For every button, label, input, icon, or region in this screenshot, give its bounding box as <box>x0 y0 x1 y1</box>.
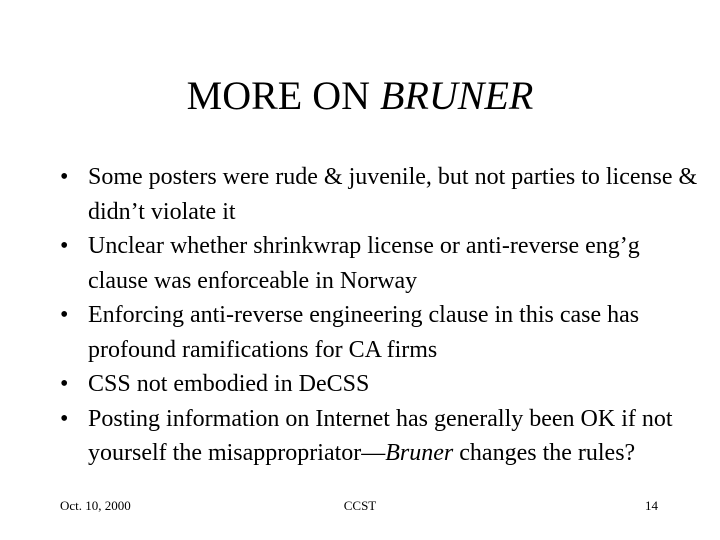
slide-title-emphasis: BRUNER <box>380 73 534 118</box>
bullet-item <box>60 367 700 402</box>
bullet-marker: • <box>60 164 69 190</box>
bullet-text-start: Posting information on Internet has generally been OK if not yourself the misappropriator— <box>88 405 673 466</box>
bullet-text: Unclear whether shrinkwrap license or anti-reverse eng’g clause was enforceable in Norway <box>88 233 640 294</box>
bullet-list <box>60 160 700 471</box>
bullet-marker: • <box>60 302 69 328</box>
bullet-text: CSS not embodied in DeCSS <box>88 371 370 397</box>
bullet-text-emphasis: Bruner <box>385 440 454 466</box>
footer-center-text: CCST <box>343 498 377 513</box>
bullet-text: Some posters were rude & juvenile, but not parties to license & didn’t violate it <box>88 164 698 225</box>
bullet-item <box>60 298 700 367</box>
bullet-marker: • <box>60 371 69 397</box>
footer-page-number: 14 <box>645 498 658 513</box>
footer-date: Oct. 10, 2000 <box>60 498 131 513</box>
bullet-item <box>60 160 700 229</box>
slide-title-prefix: MORE ON <box>186 73 381 118</box>
bullet-marker: • <box>60 405 69 432</box>
bullet-text-end: changes the rules? <box>453 440 636 466</box>
bullet-item <box>60 229 700 298</box>
slide-title <box>0 72 720 120</box>
bullet-text: Enforcing anti-reverse engineering clause in this case has profound ramifications for CA firms <box>88 302 640 363</box>
bullet-marker: • <box>60 233 69 259</box>
bullet-item <box>60 402 700 471</box>
